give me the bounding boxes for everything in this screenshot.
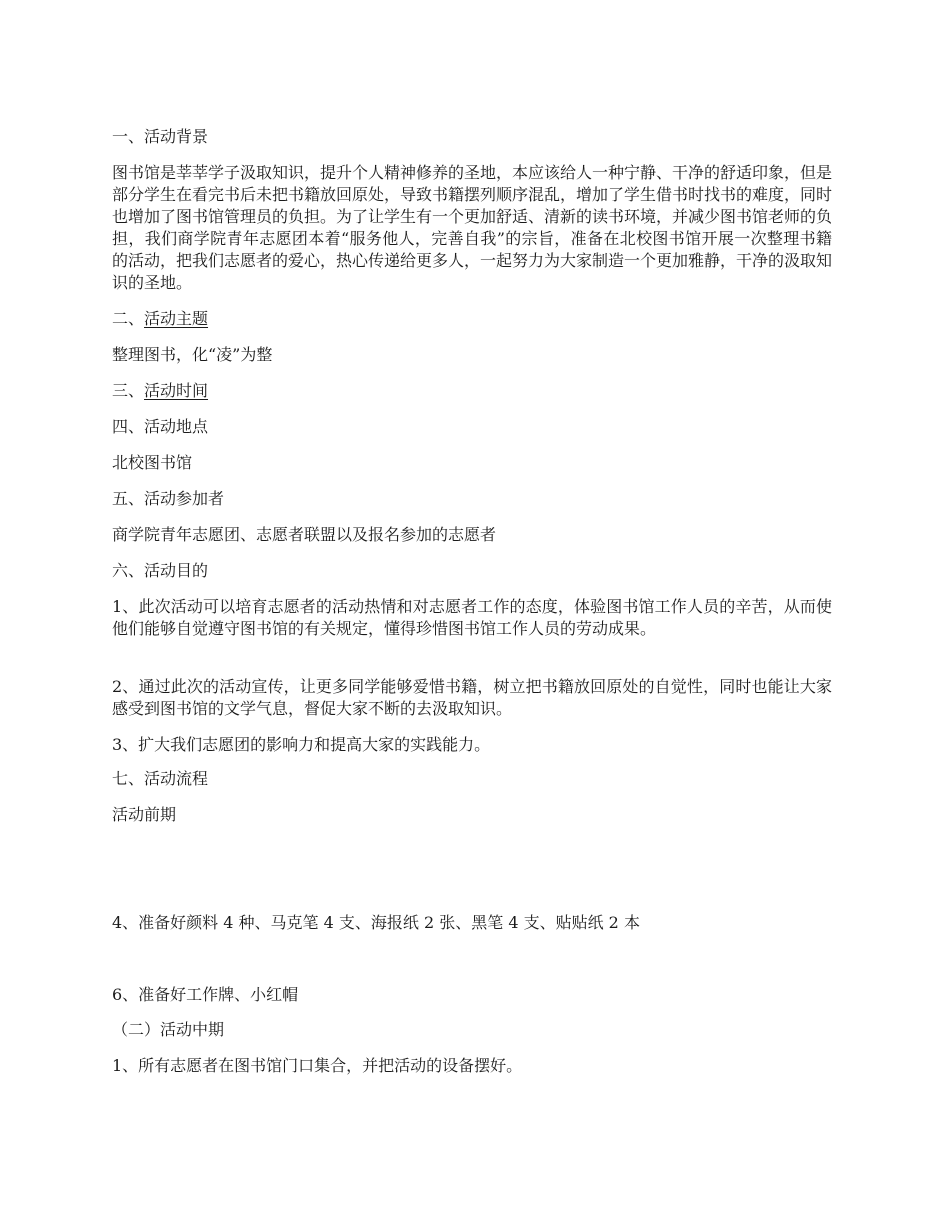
mid-phase-label: （二）活动中期 [112,1020,225,1039]
pre-phase-label: 活动前期 [112,805,177,824]
participants-text: 商学院青年志愿团、志愿者联盟以及报名参加的志愿者 [112,525,497,544]
prep-item-4: 4、准备好颜料 4 种、马克笔 4 支、海报纸 2 张、黑笔 4 支、贴贴纸 2 本 [112,913,640,932]
heading-text: 活动时间 [144,381,209,400]
prep-item-6: 6、准备好工作牌、小红帽 [112,985,299,1004]
section-heading-participants: 五、活动参加者 [112,489,225,508]
section-heading-theme [112,308,832,330]
purpose-item-3: 3、扩大我们志愿团的影响力和提高大家的实践能力。 [112,735,491,754]
section-heading-location: 四、活动地点 [112,417,209,436]
section-heading-process: 七、活动流程 [112,769,209,788]
mid-item-1: 1、所有志愿者在图书馆门口集合，并把活动的设备摆好。 [112,1056,523,1075]
purpose-item-1: 1、此次活动可以培育志愿者的活动热情和对志愿者工作的态度，体验图书馆工作人员的辛苦，从而使他们能够自觉遵守图书馆的有关规定，懂得珍惜图书馆工作人员的劳动成果。 [112,597,832,638]
heading-number: 三、 [112,381,145,400]
purpose-item-2: 2、通过此次的活动宣传，让更多同学能够爱惜书籍，树立把书籍放回原处的自觉性，同时也能让大家感受到图书馆的文学气息，督促大家不断的去汲取知识。 [112,677,832,718]
location-text: 北校图书馆 [112,453,193,472]
heading-number: 二、 [112,309,145,328]
section-heading-purpose: 六、活动目的 [112,561,209,580]
heading-text: 活动主题 [144,309,209,328]
theme-text: 整理图书，化“凌”为整 [112,345,273,364]
background-paragraph: 图书馆是莘莘学子汲取知识，提升个人精神修养的圣地，本应该给人一种宁静、干净的舒适印象，但是部分学生在看完书后未把书籍放回原处，导致书籍摆列顺序混乱，增加了学生借书时找书的难度，同时也增加了图书馆管理员的负担。为了让学生有一个更加舒适、清新的读书环境，并减少图书馆老师的负担，我们商学院青年志愿团本着“服务他人，完善自我”的宗旨，准备在北校图书馆开展一次整理书籍的活动，把我们志愿者的爱心，热心传递给更多人，一起努力为大家制造一个更加雅静，干净的汲取知识的圣地。 [112,163,833,292]
section-heading-background: 一、活动背景 [112,127,209,146]
section-heading-time [112,380,832,402]
